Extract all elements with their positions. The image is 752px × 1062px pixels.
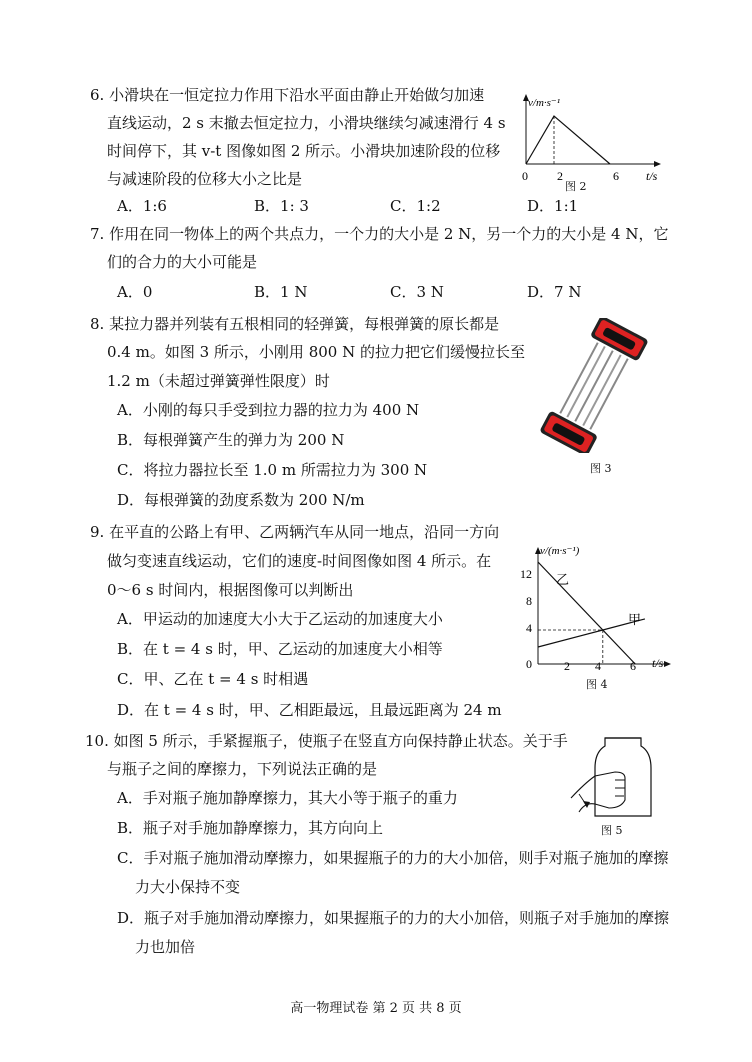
figure-3-chest-expander [519, 318, 669, 453]
q7-option-b[interactable]: B．1 N [254, 283, 308, 301]
q6-option-b[interactable]: B．1: 3 [254, 197, 309, 215]
fig2-tick-0: 0 [522, 169, 528, 183]
figure-4-vt-graph [516, 542, 676, 677]
fig4-xtick-6: 6 [630, 659, 636, 673]
fig4-ytick-12: 12 [520, 567, 532, 581]
q6-option-a[interactable]: A．1:6 [117, 197, 167, 215]
q10-option-a[interactable]: A．手对瓶子施加静摩擦力，其大小等于瓶子的重力 [117, 789, 458, 807]
figure-2-caption: 图 2 [565, 180, 587, 193]
q10-option-d[interactable]: D．瓶子对手施加滑动摩擦力，如果握瓶子的力的大小加倍，则瓶子对手施加的摩擦 [117, 909, 670, 927]
q9-option-a[interactable]: A．甲运动的加速度大小大于乙运动的加速度大小 [117, 610, 443, 628]
fig4-xtick-2: 2 [564, 659, 570, 673]
q7-option-c[interactable]: C．3 N [390, 283, 444, 301]
fig4-ytick-4: 4 [526, 621, 532, 635]
fig4-ylabel: v/(m·s⁻¹) [540, 545, 580, 557]
q7-line-2: 们的合力的大小可能是 [107, 253, 258, 271]
q6-line-4: 与减速阶段的位移大小之比是 [107, 170, 303, 188]
q10-option-d-cont: 力也加倍 [135, 938, 196, 956]
fig2-ylabel: v/m·s⁻¹ [528, 97, 561, 109]
fig4-ytick-8: 8 [526, 594, 532, 608]
fig4-guide-lines [538, 630, 603, 664]
figure-4-caption: 图 4 [586, 678, 608, 691]
q10-line-1: 10. 如图 5 所示，手紧握瓶子，使瓶子在竖直方向保持静止状态。关于手 [85, 732, 568, 750]
q6-line-2: 直线运动，2 s 末撤去恒定拉力，小滑块继续匀减速滑行 4 s [107, 114, 506, 132]
q8-option-a[interactable]: A．小刚的每只手受到拉力器的拉力为 400 N [117, 401, 420, 419]
fig4-label-jia: 甲 [628, 612, 642, 627]
q10-option-c-cont: 力大小保持不变 [135, 878, 241, 896]
q6-option-d[interactable]: D．1:1 [527, 197, 579, 215]
fig4-xtick-4: 4 [595, 659, 601, 673]
q7-line-1: 7. 作用在同一物体上的两个共点力，一个力的大小是 2 N，另一个力的大小是 4 N，它 [90, 225, 669, 243]
q10-option-b[interactable]: B．瓶子对手施加静摩擦力，其方向向上 [117, 819, 384, 837]
q8-option-b[interactable]: B．每根弹簧产生的弹力为 200 N [117, 431, 345, 449]
fig4-xtick-0: 0 [526, 657, 532, 671]
q9-option-b[interactable]: B．在 t = 4 s 时，甲、乙运动的加速度大小相等 [117, 640, 443, 658]
figure-2-vt-graph [516, 92, 666, 192]
q6-option-c[interactable]: C．1:2 [390, 197, 441, 215]
figure-3-caption: 图 3 [590, 462, 612, 475]
fig4-series-yi-line [538, 562, 635, 664]
q8-option-d[interactable]: D．每根弹簧的劲度系数为 200 N/m [117, 491, 365, 509]
figure-5-caption: 图 5 [601, 824, 623, 837]
fig2-xlabel: t/s [646, 169, 658, 183]
q8-line-3: 1.2 m（未超过弹簧弹性限度）时 [107, 372, 330, 390]
q9-line-2: 做匀变速直线运动，它们的速度-时间图像如图 4 所示。在 [107, 552, 492, 570]
q7-option-d[interactable]: D．7 N [527, 283, 582, 301]
fig4-xlabel: t/s [652, 656, 664, 670]
q8-option-c[interactable]: C．将拉力器拉长至 1.0 m 所需拉力为 300 N [117, 461, 428, 479]
fig2-velocity-line [526, 116, 610, 164]
q9-line-1: 9. 在平直的公路上有甲、乙两辆汽车从同一地点，沿同一方向 [90, 523, 500, 541]
q9-line-3: 0～6 s 时间内，根据图像可以判断出 [107, 581, 354, 599]
q9-option-c[interactable]: C．甲、乙在 t = 4 s 时相遇 [117, 670, 309, 688]
fig4-label-yi: 乙 [556, 572, 570, 587]
q10-line-2: 与瓶子之间的摩擦力，下列说法正确的是 [107, 760, 378, 778]
page-footer: 高一物理试卷 第 2 页 共 8 页 [290, 1001, 462, 1016]
q6-line-1: 6. 小滑块在一恒定拉力作用下沿水平面由静止开始做匀加速 [90, 86, 485, 104]
q8-line-2: 0.4 m。如图 3 所示，小刚用 800 N 的拉力把它们缓慢拉长至 [107, 343, 525, 361]
fig2-tick-2: 2 [557, 169, 563, 183]
figure-5-hand-bottle [565, 728, 660, 823]
q8-line-1: 8. 某拉力器并列装有五根相同的轻弹簧，每根弹簧的原长都是 [90, 315, 500, 333]
fig2-tick-6: 6 [613, 169, 619, 183]
q9-option-d[interactable]: D．在 t = 4 s 时，甲、乙相距最远，且最远距离为 24 m [117, 701, 502, 719]
q6-line-3: 时间停下，其 v-t 图像如图 2 所示。小滑块加速阶段的位移 [107, 142, 501, 160]
q10-option-c[interactable]: C．手对瓶子施加滑动摩擦力，如果握瓶子的力的大小加倍，则手对瓶子施加的摩擦 [117, 849, 669, 867]
q7-option-a[interactable]: A．0 [117, 283, 153, 301]
